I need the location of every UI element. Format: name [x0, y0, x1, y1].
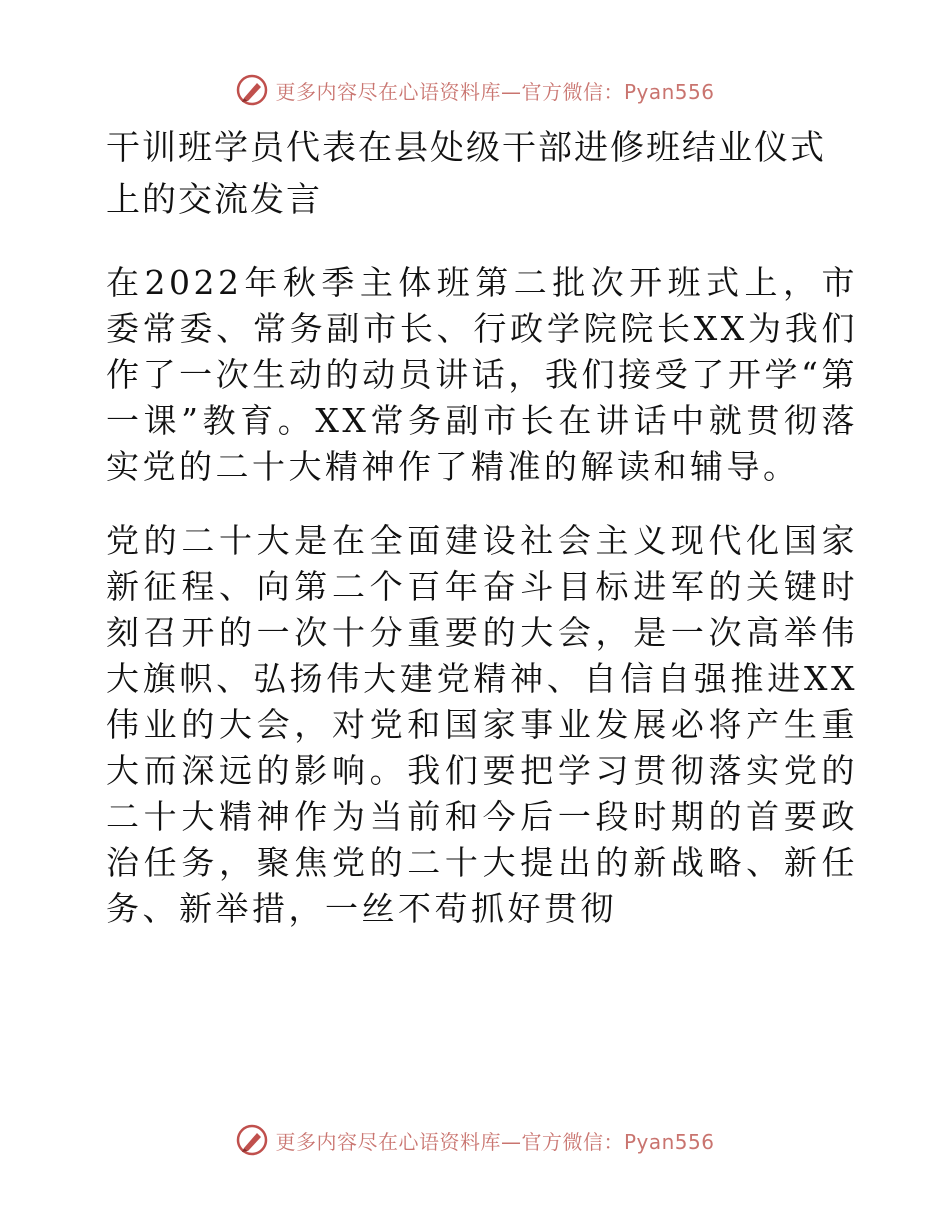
pen-logo-icon [235, 73, 269, 107]
watermark-text: 更多内容尽在心语资料库—官方微信：Pyan556 [275, 1129, 715, 1154]
paragraph: 党的二十大是在全面建设社会主义现代化国家新征程、向第二个百年奋斗目标进军的关键时刻召开的一次十分重要的大会，是一次高举伟大旗帜、弘扬伟大建党精神、自信自强推进XX伟业的大会，对党和国家事业发展必将产生重大而深远的影响。我们要把学习贯彻落实党的二十大精神作为当前和今后一段时期的首要政治任务，聚焦党的二十大提出的新战略、新任务、新举措，一丝不苟抓好贯彻 [106, 521, 858, 928]
pen-logo-icon [235, 1123, 269, 1157]
document-body [98, 122, 858, 932]
document-title: 干训班学员代表在县处级干部进修班结业仪式上的交流发言 [106, 128, 826, 220]
paragraph: 在2022年秋季主体班第二批次开班式上，市委常委、常务副市长、行政学院院长XX为我们作了一次生动的动员讲话，我们接受了开学“第一课”教育。XX常务副市长在讲话中就贯彻落实党的二十大精神作了精准的解读和辅导。 [106, 263, 858, 486]
header-watermark [0, 70, 950, 110]
footer-watermark [0, 1120, 950, 1160]
watermark-text: 更多内容尽在心语资料库—官方微信：Pyan556 [275, 79, 715, 104]
